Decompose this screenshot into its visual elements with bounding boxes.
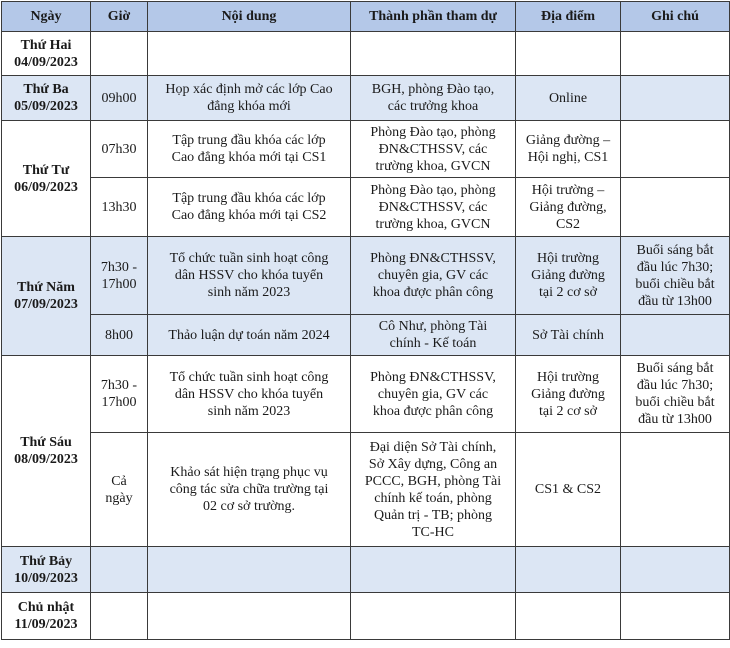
cell-line: CS1 & CS2	[534, 482, 602, 497]
cell-line: 17h00	[101, 395, 137, 410]
cell-line: 13h30	[101, 199, 137, 215]
day-date: 05/09/2023	[14, 99, 78, 114]
day-cell	[2, 32, 91, 76]
header-thanh-phan: Thành phần tham dự	[351, 2, 516, 32]
cell-line: Phòng Đào tạo, phòng	[370, 124, 496, 140]
day-cell	[2, 121, 91, 237]
cell-line: chính - Kế toán	[389, 336, 477, 351]
day-name: Thứ Bảy	[19, 553, 73, 569]
table-row	[2, 433, 730, 547]
table-row	[2, 76, 730, 121]
content-cell	[148, 356, 351, 433]
cell-line: Buổi sáng bắt	[636, 242, 714, 258]
cell-line: Giảng đường	[531, 386, 605, 402]
attendees-cell	[351, 178, 516, 237]
cell-line: các trưởng khoa	[387, 99, 479, 114]
cell-line: Tập trung đầu khóa các lớp	[172, 191, 326, 206]
cell-line: dân HSSV cho khóa tuyển	[174, 386, 324, 402]
time-cell	[91, 547, 148, 593]
location-cell	[516, 433, 621, 547]
cell-line: chuyên gia, GV các	[377, 268, 489, 283]
cell-line: Sở Tài chính	[532, 327, 604, 343]
time-cell	[91, 178, 148, 237]
cell-line: Cao đẳng khóa mới tại CS2	[171, 208, 327, 223]
cell-line: Quản trị - TB; phòng	[374, 507, 492, 523]
cell-line: ĐN&CTHSSV, các	[378, 141, 488, 157]
time-cell	[91, 593, 148, 640]
content-cell	[148, 178, 351, 237]
location-cell	[516, 593, 621, 640]
cell-line: Phòng Đào tạo, phòng	[370, 182, 496, 198]
cell-line: Hội nghị, CS1	[527, 150, 609, 165]
day-name: Thứ Hai	[20, 37, 72, 53]
cell-line: sinh năm 2023	[207, 285, 291, 300]
time-cell	[91, 315, 148, 356]
cell-line: đẳng khóa mới	[207, 99, 291, 114]
cell-line: dân HSSV cho khóa tuyển	[174, 268, 324, 283]
day-date: 04/09/2023	[14, 54, 78, 70]
header-ghi-chu: Ghi chú	[621, 2, 730, 32]
note-cell	[621, 547, 730, 593]
cell-line: 7h30 -	[100, 378, 138, 393]
table-row	[2, 593, 730, 640]
cell-line: TC-HC	[412, 524, 454, 540]
cell-line: trường khoa, GVCN	[375, 158, 491, 174]
cell-line: ngày	[105, 490, 133, 506]
attendees-cell	[351, 433, 516, 547]
cell-line: 17h00	[101, 276, 137, 292]
cell-line: buổi chiều bắt	[635, 395, 715, 410]
cell-line: trường khoa, GVCN	[375, 216, 491, 232]
attendees-cell	[351, 121, 516, 178]
cell-line: Khảo sát hiện trạng phục vụ	[170, 465, 328, 480]
table-row	[2, 315, 730, 356]
cell-line: Hội trường	[536, 369, 600, 385]
cell-line: Online	[548, 90, 588, 106]
time-cell	[91, 121, 148, 178]
header-gio: Giờ	[91, 2, 148, 32]
cell-line: Phòng ĐN&CTHSSV,	[370, 369, 496, 385]
content-cell	[148, 237, 351, 315]
cell-line: chuyên gia, GV các	[377, 386, 489, 402]
header-noi-dung: Nội dung	[148, 2, 351, 32]
cell-line: sinh năm 2023	[207, 403, 291, 419]
content-cell	[148, 121, 351, 178]
cell-line: Họp xác định mở các lớp Cao	[165, 82, 333, 97]
day-name: Chủ nhật	[17, 600, 75, 615]
cell-line: công tác sửa chữa trường tại	[169, 482, 329, 497]
cell-line: Giảng đường	[531, 268, 605, 283]
location-cell	[516, 547, 621, 593]
note-cell	[621, 593, 730, 640]
location-cell	[516, 356, 621, 433]
table-row	[2, 356, 730, 433]
cell-line: Cả	[111, 473, 127, 489]
header-row	[2, 2, 730, 32]
cell-line: ĐN&CTHSSV, các	[378, 199, 488, 215]
content-cell	[148, 315, 351, 356]
time-cell	[91, 356, 148, 433]
table-row	[2, 178, 730, 237]
time-cell	[91, 76, 148, 121]
day-cell	[2, 593, 91, 640]
table-row	[2, 121, 730, 178]
content-cell	[148, 76, 351, 121]
cell-line: khoa được phân công	[372, 285, 494, 300]
day-cell	[2, 356, 91, 547]
cell-line: đầu từ 13h00	[638, 293, 712, 309]
cell-line: buổi chiều bắt	[635, 276, 715, 292]
table-row	[2, 547, 730, 593]
cell-line: tại 2 cơ sở	[539, 403, 597, 419]
cell-line: 02 cơ sở trường.	[202, 499, 295, 514]
time-cell	[91, 32, 148, 76]
day-cell	[2, 76, 91, 121]
cell-line: 07h30	[101, 141, 137, 157]
attendees-cell	[351, 32, 516, 76]
location-cell	[516, 315, 621, 356]
note-cell	[621, 433, 730, 547]
cell-line: đầu lúc 7h30;	[636, 259, 714, 275]
content-cell	[148, 547, 351, 593]
cell-line: tại 2 cơ sở	[539, 285, 597, 300]
location-cell	[516, 32, 621, 76]
cell-line: Hội trường –	[531, 182, 605, 198]
day-name: Thứ Ba	[23, 82, 69, 97]
attendees-cell	[351, 76, 516, 121]
note-cell	[621, 237, 730, 315]
cell-line: 7h30 -	[100, 259, 138, 275]
cell-line: Phòng ĐN&CTHSSV,	[370, 251, 496, 266]
day-date: 10/09/2023	[14, 570, 78, 586]
cell-line: Hội trường	[536, 251, 600, 266]
header-ngay: Ngày	[2, 2, 91, 32]
cell-line: 8h00	[105, 327, 133, 343]
location-cell	[516, 76, 621, 121]
cell-line: PCCC, BGH, phòng Tài	[364, 473, 502, 489]
header-dia-diem: Địa điểm	[516, 2, 621, 32]
cell-line: BGH, phòng Đào tạo,	[371, 82, 495, 97]
cell-line: Buổi sáng bắt	[636, 361, 714, 376]
cell-line: Thảo luận dự toán năm 2024	[168, 327, 330, 343]
cell-line: Tập trung đầu khóa các lớp	[172, 133, 326, 148]
cell-line: đầu từ 13h00	[638, 412, 712, 427]
attendees-cell	[351, 593, 516, 640]
cell-line: Tổ chức tuần sinh hoạt công	[169, 251, 329, 266]
day-name: Thứ Sáu	[20, 435, 72, 450]
cell-line: Cao đẳng khóa mới tại CS1	[171, 150, 327, 165]
table-row	[2, 32, 730, 76]
cell-line: Tổ chức tuần sinh hoạt công	[169, 369, 329, 385]
time-cell	[91, 237, 148, 315]
cell-line: 09h00	[101, 90, 137, 106]
cell-line: Giảng đường,	[529, 199, 607, 215]
day-date: 08/09/2023	[14, 452, 78, 467]
day-date: 11/09/2023	[14, 617, 78, 632]
attendees-cell	[351, 356, 516, 433]
attendees-cell	[351, 237, 516, 315]
note-cell	[621, 32, 730, 76]
content-cell	[148, 593, 351, 640]
cell-line: Đại diện Sở Tài chính,	[369, 439, 497, 455]
content-cell	[148, 433, 351, 547]
note-cell	[621, 315, 730, 356]
day-name: Thứ Tư	[22, 162, 70, 178]
day-date: 07/09/2023	[14, 297, 78, 312]
note-cell	[621, 356, 730, 433]
day-name: Thứ Năm	[17, 280, 75, 295]
location-cell	[516, 178, 621, 237]
content-cell	[148, 32, 351, 76]
location-cell	[516, 121, 621, 178]
location-cell	[516, 237, 621, 315]
time-cell	[91, 433, 148, 547]
cell-line: khoa được phân công	[372, 403, 494, 419]
table-row	[2, 237, 730, 315]
cell-line: Cô Như, phòng Tài	[378, 319, 488, 334]
cell-line: đầu lúc 7h30;	[636, 378, 714, 393]
schedule-table	[1, 1, 730, 640]
cell-line: chính kế toán, phòng	[374, 490, 492, 506]
cell-line: Giảng đường –	[525, 133, 611, 148]
attendees-cell	[351, 547, 516, 593]
note-cell	[621, 178, 730, 237]
cell-line: Sở Xây dựng, Công an	[368, 456, 498, 472]
note-cell	[621, 76, 730, 121]
cell-line: CS2	[555, 216, 581, 232]
attendees-cell	[351, 315, 516, 356]
day-cell	[2, 547, 91, 593]
day-date: 06/09/2023	[14, 179, 78, 195]
day-cell	[2, 237, 91, 356]
note-cell	[621, 121, 730, 178]
